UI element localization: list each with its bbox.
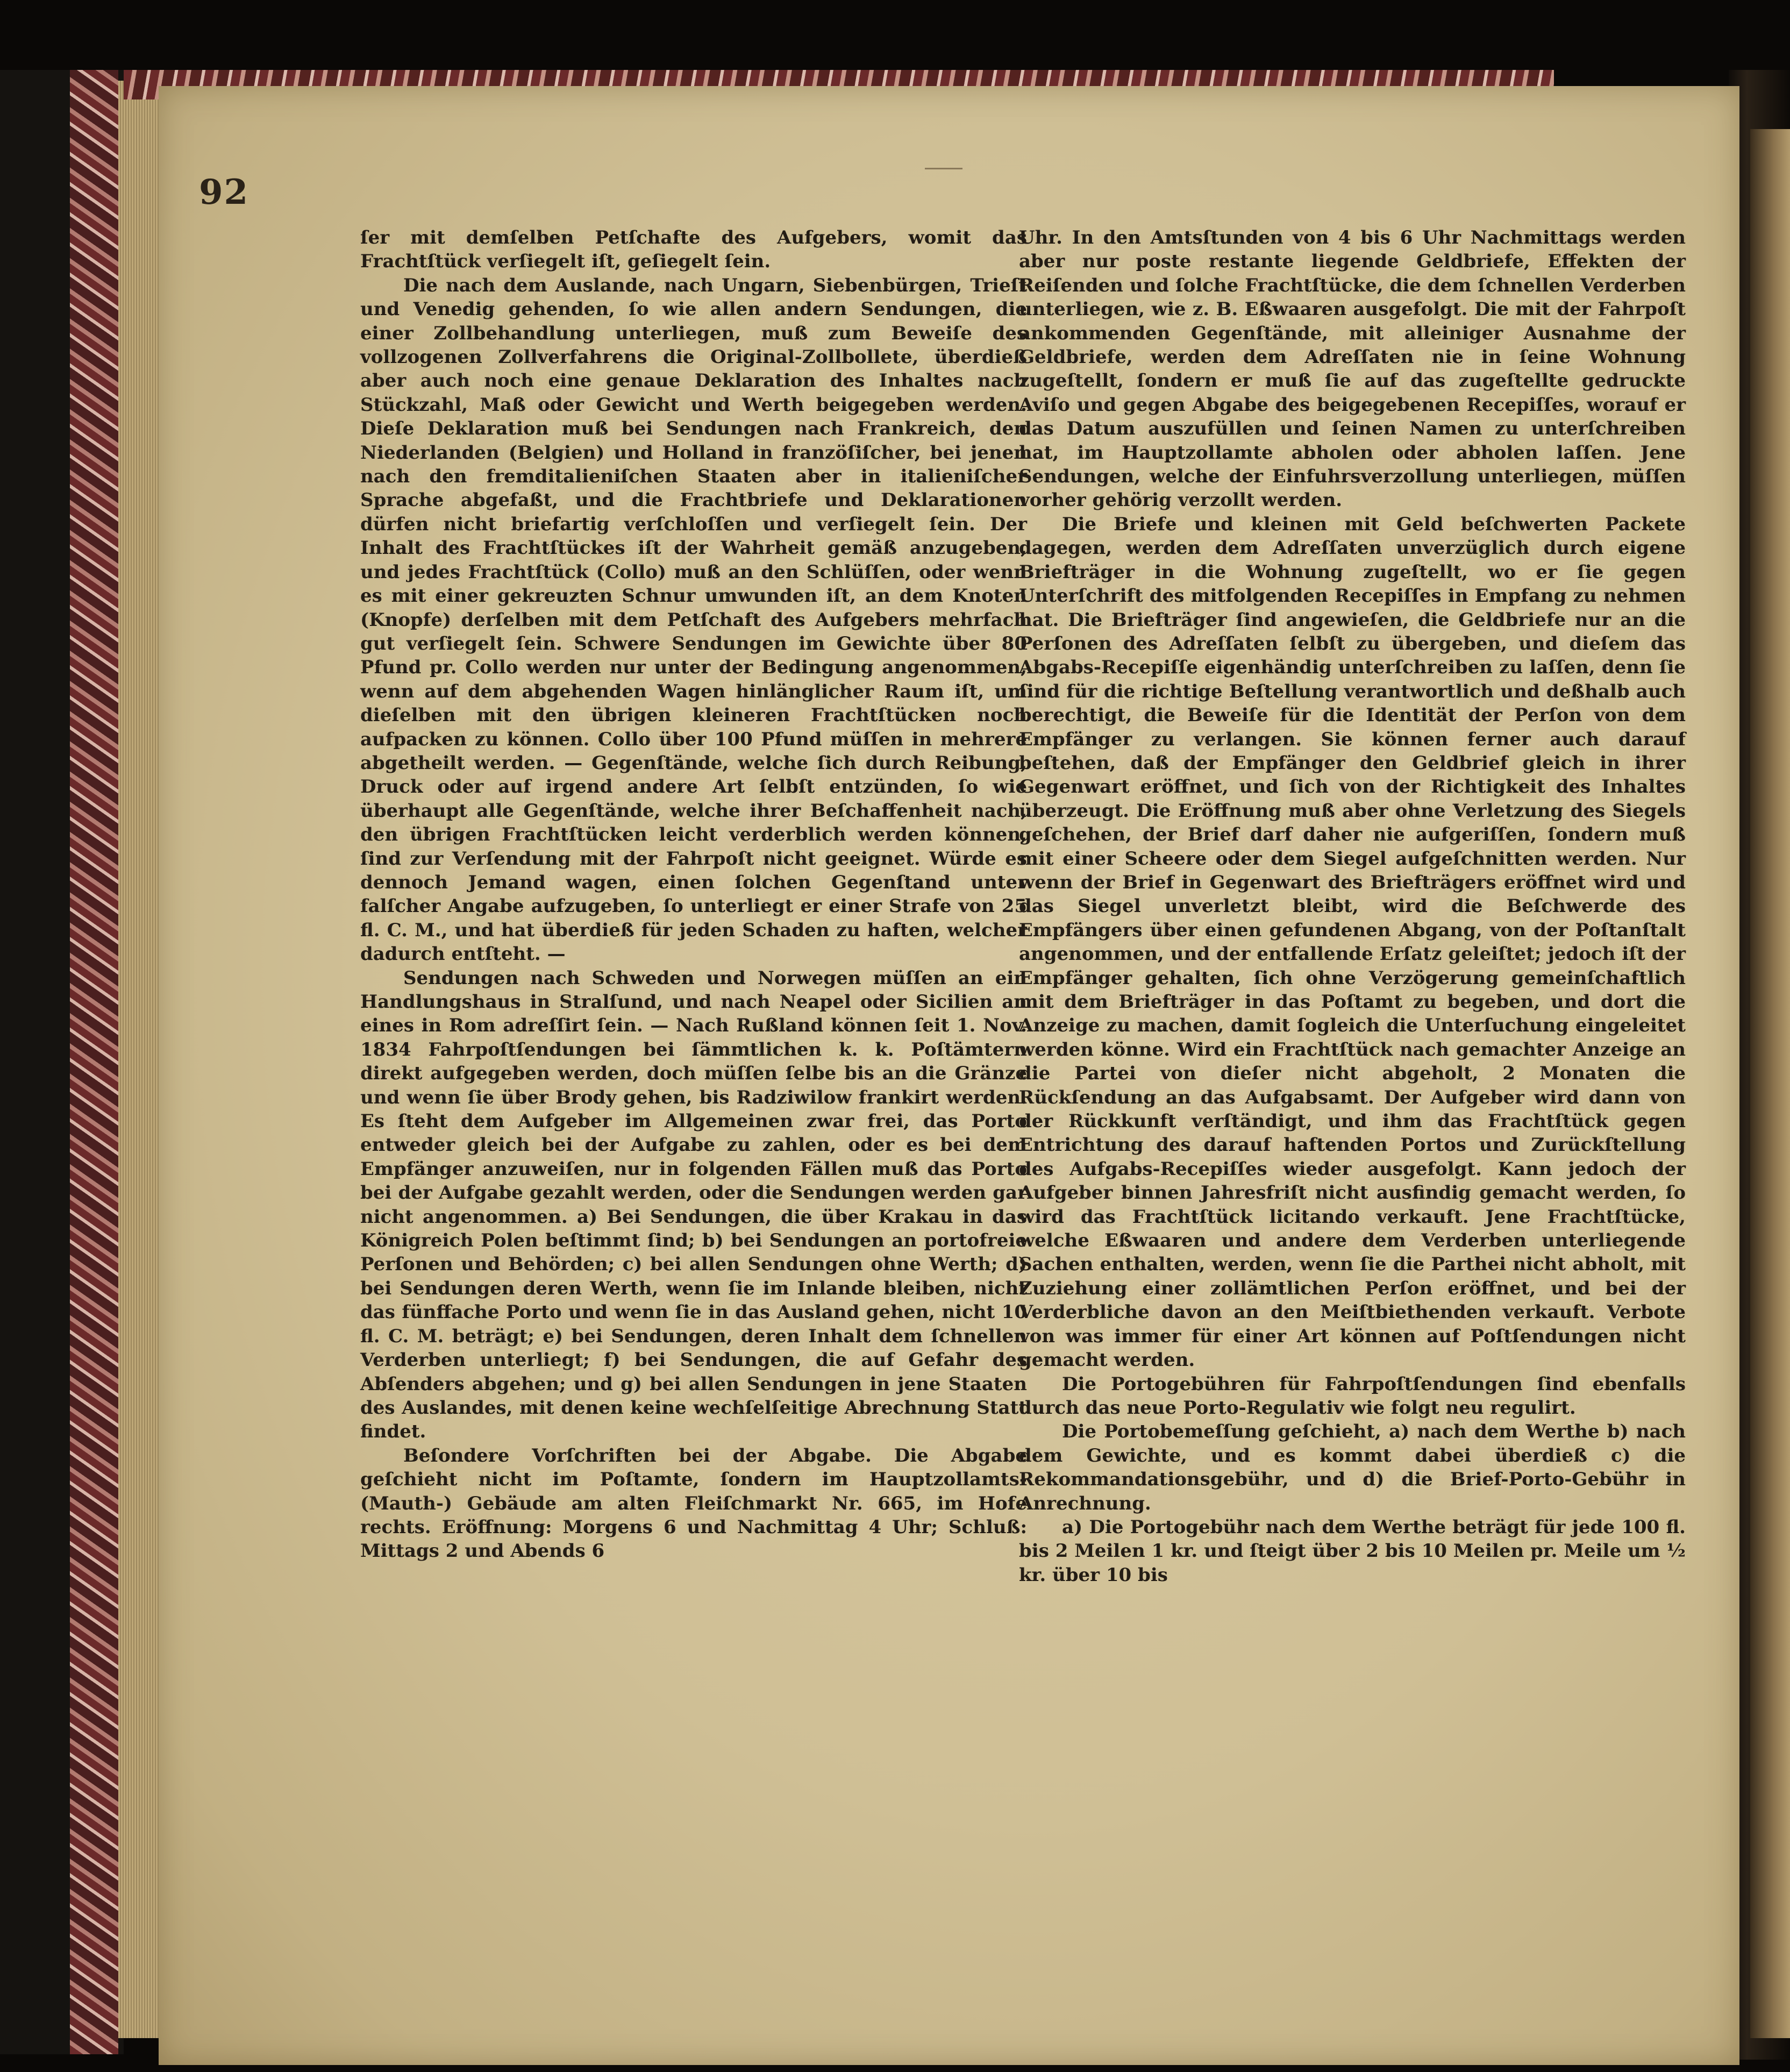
- right-paragraph-1: Uhr. In den Amtsſtunden von 4 bis 6 Uhr Nachmittags werden aber nur poste restante liegende Geldbriefe, Effekten der Reiſenden und ſolche Frachtſtücke, die dem ſchnellen Verderben unterliegen, wie z. B. Eßwaaren ausgefolgt. Die mit der Fahrpoſt ankommenden Gegenſtände, mit alleiniger Ausnahme der Geldbriefe, werden dem Adreſſaten nie in ſeine Wohnung zugeſtellt, ſondern er muß ſie auf das zugeſtellte gedruckte Aviſo und gegen Abgabe des beigegebenen Recepiſſes, worauf er das Datum auszufüllen und ſeinen Namen zu unterſchreiben hat, im Hauptzollamte abholen oder abholen laſſen. Jene Sendungen, welche der Einfuhrsverzollung unterliegen, müſſen vorher gehörig verzollt werden.: [1019, 227, 1686, 511]
- right-paragraph-5: a) Die Portogebühr nach dem Werthe beträgt für jede 100 fl. bis 2 Meilen 1 kr. und ſteigt über 2 bis 10 Meilen pr. Meile um ½ kr. über 10 bis: [1019, 1516, 1686, 1586]
- right-paragraph-2: Die Briefe und kleinen mit Geld beſchwerten Packete dagegen, werden dem Adreſſaten unverzüglich durch eigene Briefträger in die Wohnung zugeſtellt, wo er ſie gegen Unterſchrift des mitfolgenden Recepiſſes in Empfang zu nehmen hat. Die Briefträger ſind angewieſen, die Geldbriefe nur an die Perſonen des Adreſſaten ſelbſt zu übergeben, und dieſem das Abgabs-Recepiſſe eigenhändig unterſchreiben zu laſſen, denn ſie ſind für die richtige Beſtellung verantwortlich und deßhalb auch berechtigt, die Beweiſe für die Identität der Perſon von dem Empfänger zu verlangen. Sie können ferner auch darauf beſtehen, daß der Empfänger den Geldbrief gleich in ihrer Gegenwart eröffnet, und ſich von der Richtigkeit des Inhaltes überzeugt. Die Eröffnung muß aber ohne Verletzung des Siegels geſchehen, der Brief darf daher nie aufgeriſſen, ſondern muß mit einer Scheere oder dem Siegel aufgeſchnitten werden. Nur wenn der Brief in Gegenwart des Briefträgers eröffnet wird und das Siegel unverletzt bleibt, wird die Beſchwerde des Empfängers über einen gefundenen Abgang, von der Poſtanſtalt angenommen, und der entfallende Erſatz geleiſtet; jedoch iſt der Empfänger gehalten, ſich ohne Verzögerung gemeinſchaftlich mit dem Briefträger in das Poſtamt zu begeben, und dort die Anzeige zu machen, damit ſogleich die Unterſuchung eingeleitet werden könne. Wird ein Frachtſtück nach gemachter Anzeige an die Partei von dieſer nicht abgeholt, 2 Monaten die Rückſendung an das Aufgabsamt. Der Aufgeber wird dann von der Rückkunft verſtändigt, und ihm das Frachtſtück gegen Entrichtung des darauf haftenden Portos und Zurückſtellung des Aufgabs-Recepiſſes wieder ausgefolgt. Kann jedoch der Aufgeber binnen Jahresfriſt nicht ausfindig gemacht werden, ſo wird das Frachtſtück licitando verkauft. Jene Frachtſtücke, welche Eßwaaren und andere dem Verderben unterliegende Sachen enthalten, werden, wenn ſie die Parthei nicht abholt, mit Zuziehung einer zollämtlichen Perſon eröffnet, und bei der Verderbliche davon an den Meiſtbiethenden verkauft. Verbote von was immer für einer Art können auf Poſtſendungen nicht gemacht werden.: [1019, 513, 1686, 1371]
- page-number: 92: [199, 172, 249, 212]
- right-column: [1019, 226, 1686, 1587]
- left-paragraph-1: ſer mit demſelben Petſchafte des Aufgebers, womit das Frachtſtück verſiegelt iſt, geſiegelt ſein.: [360, 227, 1027, 273]
- marbled-edge-left: [70, 70, 118, 2054]
- left-paragraph-3: Sendungen nach Schweden und Norwegen müſſen an ein Handlungshaus in Stralſund, und nach Neapel oder Sicilien an eines in Rom adreſſirt ſein. — Nach Rußland können ſeit 1. Nov. 1834 Fahrpoſtſendungen bei ſämmtlichen k. k. Poſtämtern direkt aufgegeben werden, doch müſſen ſelbe bis an die Gränze und wenn ſie über Brody gehen, bis Radziwilow frankirt werden. Es ſteht dem Aufgeber im Allgemeinen zwar frei, das Porto entweder gleich bei der Aufgabe zu zahlen, oder es bei dem Empfänger anzuweiſen, nur in folgenden Fällen muß das Porto bei der Aufgabe gezahlt werden, oder die Sendungen werden gar nicht angenommen. a) Bei Sendungen, die über Krakau in das Königreich Polen beſtimmt ſind; b) bei Sendungen an portofreie Perſonen und Behörden; c) bei allen Sendungen ohne Werth; d) bei Sendungen deren Werth, wenn ſie im Inlande bleiben, nicht das fünffache Porto und wenn ſie in das Ausland gehen, nicht 10 fl. C. M. beträgt; e) bei Sendungen, deren Inhalt dem ſchnellen Verderben unterliegt; f) bei Sendungen, die auf Gefahr des Abſenders abgehen; und g) bei allen Sendungen in jene Staaten des Auslandes, mit denen keine wechſelſeitige Abrechnung Statt findet.: [360, 967, 1027, 1443]
- facing-page-edge: [1750, 129, 1790, 2038]
- left-paragraph-4: Beſondere Vorſchriften bei der Abgabe. Die Abgabe geſchieht nicht im Poſtamte, ſondern im Hauptzollamts- (Mauth-) Gebäude am alten Fleiſchmarkt Nr. 665, im Hofe rechts. Eröffnung: Morgens 6 und Nachmittag 4 Uhr; Schluß: Mittags 2 und Abends 6: [360, 1444, 1027, 1562]
- left-column: [360, 226, 1027, 1563]
- right-paragraph-4: Die Portobemeſſung geſchieht, a) nach dem Werthe b) nach dem Gewichte, und es kommt dabei überdieß c) die Rekommandationsgebühr, und d) die Brief-Porto-Gebühr in Anrechnung.: [1019, 1421, 1686, 1514]
- header-mark: [925, 168, 962, 169]
- left-paragraph-2: Die nach dem Auslande, nach Ungarn, Siebenbürgen, Trieſt und Venedig gehenden, ſo wie allen andern Sendungen, die einer Zollbehandlung unterliegen, muß zum Beweiſe des vollzogenen Zollverfahrens die Original-Zollbollete, überdieß aber auch noch eine genaue Deklaration des Inhaltes nach Stückzahl, Maß oder Gewicht und Werth beigegeben werden. Dieſe Deklaration muß bei Sendungen nach Frankreich, den Niederlanden (Belgien) und Holland in franzöſiſcher, bei jenen nach den fremditalieniſchen Staaten aber in italieniſcher Sprache abgefaßt, und die Frachtbriefe und Deklarationen dürfen nicht briefartig verſchloſſen und verſiegelt ſein. Der Inhalt des Frachtſtückes iſt der Wahrheit gemäß anzugeben, und jedes Frachtſtück (Collo) muß an den Schlüſſen, oder wenn es mit einer gekreuzten Schnur umwunden iſt, an dem Knoten (Knopfe) derſelben mit dem Petſchaft des Aufgebers mehrfach gut verſiegelt ſein. Schwere Sendungen im Gewichte über 80 Pfund pr. Collo werden nur unter der Bedingung angenommen, wenn auf dem abgehenden Wagen hinlänglicher Raum iſt, um dieſelben mit den übrigen kleineren Frachtſtücken noch aufpacken zu können. Collo über 100 Pfund müſſen in mehrere abgetheilt werden. — Gegenſtände, welche ſich durch Reibung, Druck oder auf irgend andere Art ſelbſt entzünden, ſo wie überhaupt alle Gegenſtände, welche ihrer Beſchaffenheit nach, den übrigen Frachtſtücken leicht verderblich werden können, ſind zur Verſendung mit der Fahrpoſt nicht geeignet. Würde es dennoch Jemand wagen, einen ſolchen Gegenſtand unter falſcher Angabe aufzugeben, ſo unterliegt er einer Strafe von 25 fl. C. M., und hat überdieß für jeden Schaden zu haften, welcher dadurch entſteht. —: [360, 274, 1027, 965]
- right-paragraph-3: Die Portogebühren für Fahrpoſtſendungen ſind ebenfalls durch das neue Porto-Regulativ wie folgt neu regulirt.: [1019, 1373, 1686, 1419]
- page-edges-left: [118, 81, 161, 2038]
